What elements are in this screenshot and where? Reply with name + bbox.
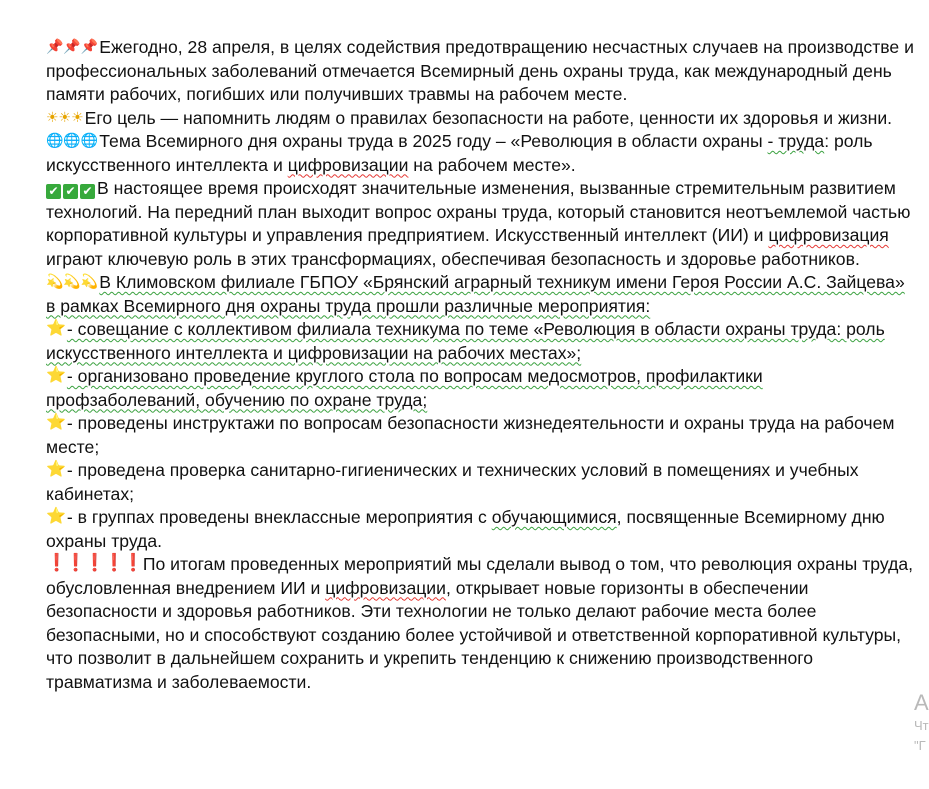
- star-icon: ⭐: [46, 412, 66, 431]
- paragraph-text: , открывает новые горизонты в обеспечении безопасности и здоровья работников. Эти технологии не только делают рабочие места более безопасными, но и способствуют созданию более устойчивой и ответственной корпоративной культуры, что позволит в дальнейшем сохранить и укрепить тенденцию к снижению производственного травматизма и заболеваемости.: [46, 577, 902, 692]
- fragment-text: Чт: [914, 718, 929, 733]
- paragraph-text: на рабочем месте».: [408, 154, 576, 175]
- star-icon: ⭐: [46, 318, 66, 337]
- check-mark-icon: ✔: [46, 184, 61, 199]
- paragraph-text: По итогам проведенных мероприятий мы сделали вывод о том, что революция охраны труда, обусловленная внедрением ИИ и: [46, 554, 914, 598]
- fragment-text: А: [914, 690, 929, 715]
- check-mark-icon: ✔: [80, 184, 95, 199]
- paragraph-text: - в группах проведены внеклассные мероприятия с: [66, 507, 492, 527]
- list-item-extracurricular: [46, 506, 914, 553]
- dizzy-star-icon: 💫💫💫: [46, 274, 99, 290]
- globe-icon: 🌐🌐🌐: [46, 133, 99, 149]
- spelling-flagged-word[interactable]: цифровизации: [287, 154, 409, 175]
- spelling-flagged-word[interactable]: цифровизация: [768, 225, 889, 245]
- grammar-flagged-text[interactable]: - организовано проведение круглого стола по вопросам медосмотров, профилактики профзаболеваний, обучению по охране труда;: [46, 366, 763, 410]
- paragraph-text: , посвященные Всемирному дню охраны труда.: [46, 507, 885, 551]
- fragment-text: "Г: [914, 738, 926, 753]
- star-icon: ⭐: [46, 459, 66, 478]
- check-mark-icon: ✔: [63, 184, 78, 199]
- star-icon: ⭐: [46, 506, 66, 525]
- paragraph-safety-day-intro: [46, 36, 914, 107]
- paragraph-klimovo-events: [46, 271, 914, 318]
- paragraph-goal: [46, 107, 914, 131]
- paragraph-conclusion: [46, 553, 914, 694]
- list-item-inspection: [46, 459, 914, 506]
- paragraph-text: Тема Всемирного дня охраны труда в 2025 году – «Революция в области охраны: [99, 131, 768, 151]
- exclamation-icon: ❗❗❗❗❗: [46, 553, 142, 573]
- sun-icon: ☀☀☀: [46, 109, 84, 126]
- paragraph-text: Его цель — напомнить людям о правилах безопасности на работе, ценности их здоровья и жизни.: [84, 107, 893, 128]
- pushpin-icon: 📌📌📌: [46, 39, 99, 55]
- paragraph-text: : роль искусственного интеллекта и: [46, 131, 873, 175]
- list-item-briefings: [46, 412, 914, 459]
- paragraph-technology-changes: [46, 177, 914, 271]
- spelling-flagged-word[interactable]: цифровизации: [325, 577, 446, 598]
- list-item-meeting: [46, 318, 914, 365]
- paragraph-text: - проведена проверка санитарно-гигиенических и технических условий в помещениях и учебных кабинетах;: [46, 460, 859, 504]
- adjacent-page-fragment: [914, 690, 929, 756]
- paragraph-text: - проведены инструктажи по вопросам безопасности жизнедеятельности и охраны труда на рабочем месте;: [46, 413, 895, 457]
- document-body: [46, 36, 914, 694]
- star-icon: ⭐: [46, 365, 66, 384]
- list-item-round-table: [46, 365, 914, 412]
- paragraph-text: играют ключевую роль в этих трансформациях, обеспечивая безопасность и здоровье работников.: [46, 248, 860, 269]
- grammar-flagged-word[interactable]: обучающимися: [491, 507, 617, 527]
- grammar-flagged-text[interactable]: В Климовском филиале ГБПОУ «Брянский аграрный техникум имени Героя России А.С. Зайцева» в рамках Всемирного дня охраны труда прошли различные мероприятия:: [46, 272, 905, 316]
- paragraph-text: Ежегодно, 28 апреля, в целях содействия предотвращению несчастных случаев на производстве и профессиональных заболеваний отмечается Всемирный день охраны труда, как международный день памяти рабочих, погибших или получивших травмы на рабочем месте.: [46, 37, 914, 104]
- grammar-flagged-text[interactable]: - труда: [767, 131, 825, 151]
- paragraph-theme-2025: [46, 130, 914, 177]
- grammar-flagged-text[interactable]: - совещание с коллективом филиала техникума по теме «Революция в области охраны труда: роль искусственного интеллекта и цифровизации на рабочих местах»;: [46, 319, 885, 363]
- paragraph-text: В настоящее время происходят значительные изменения, вызванные стремительным развитием технологий. На передний план выходит вопрос охраны труда, который становится неотъемлемой частью корпоративной культуры и управления предприятием. Искусственный интеллект (ИИ) и: [46, 178, 911, 245]
